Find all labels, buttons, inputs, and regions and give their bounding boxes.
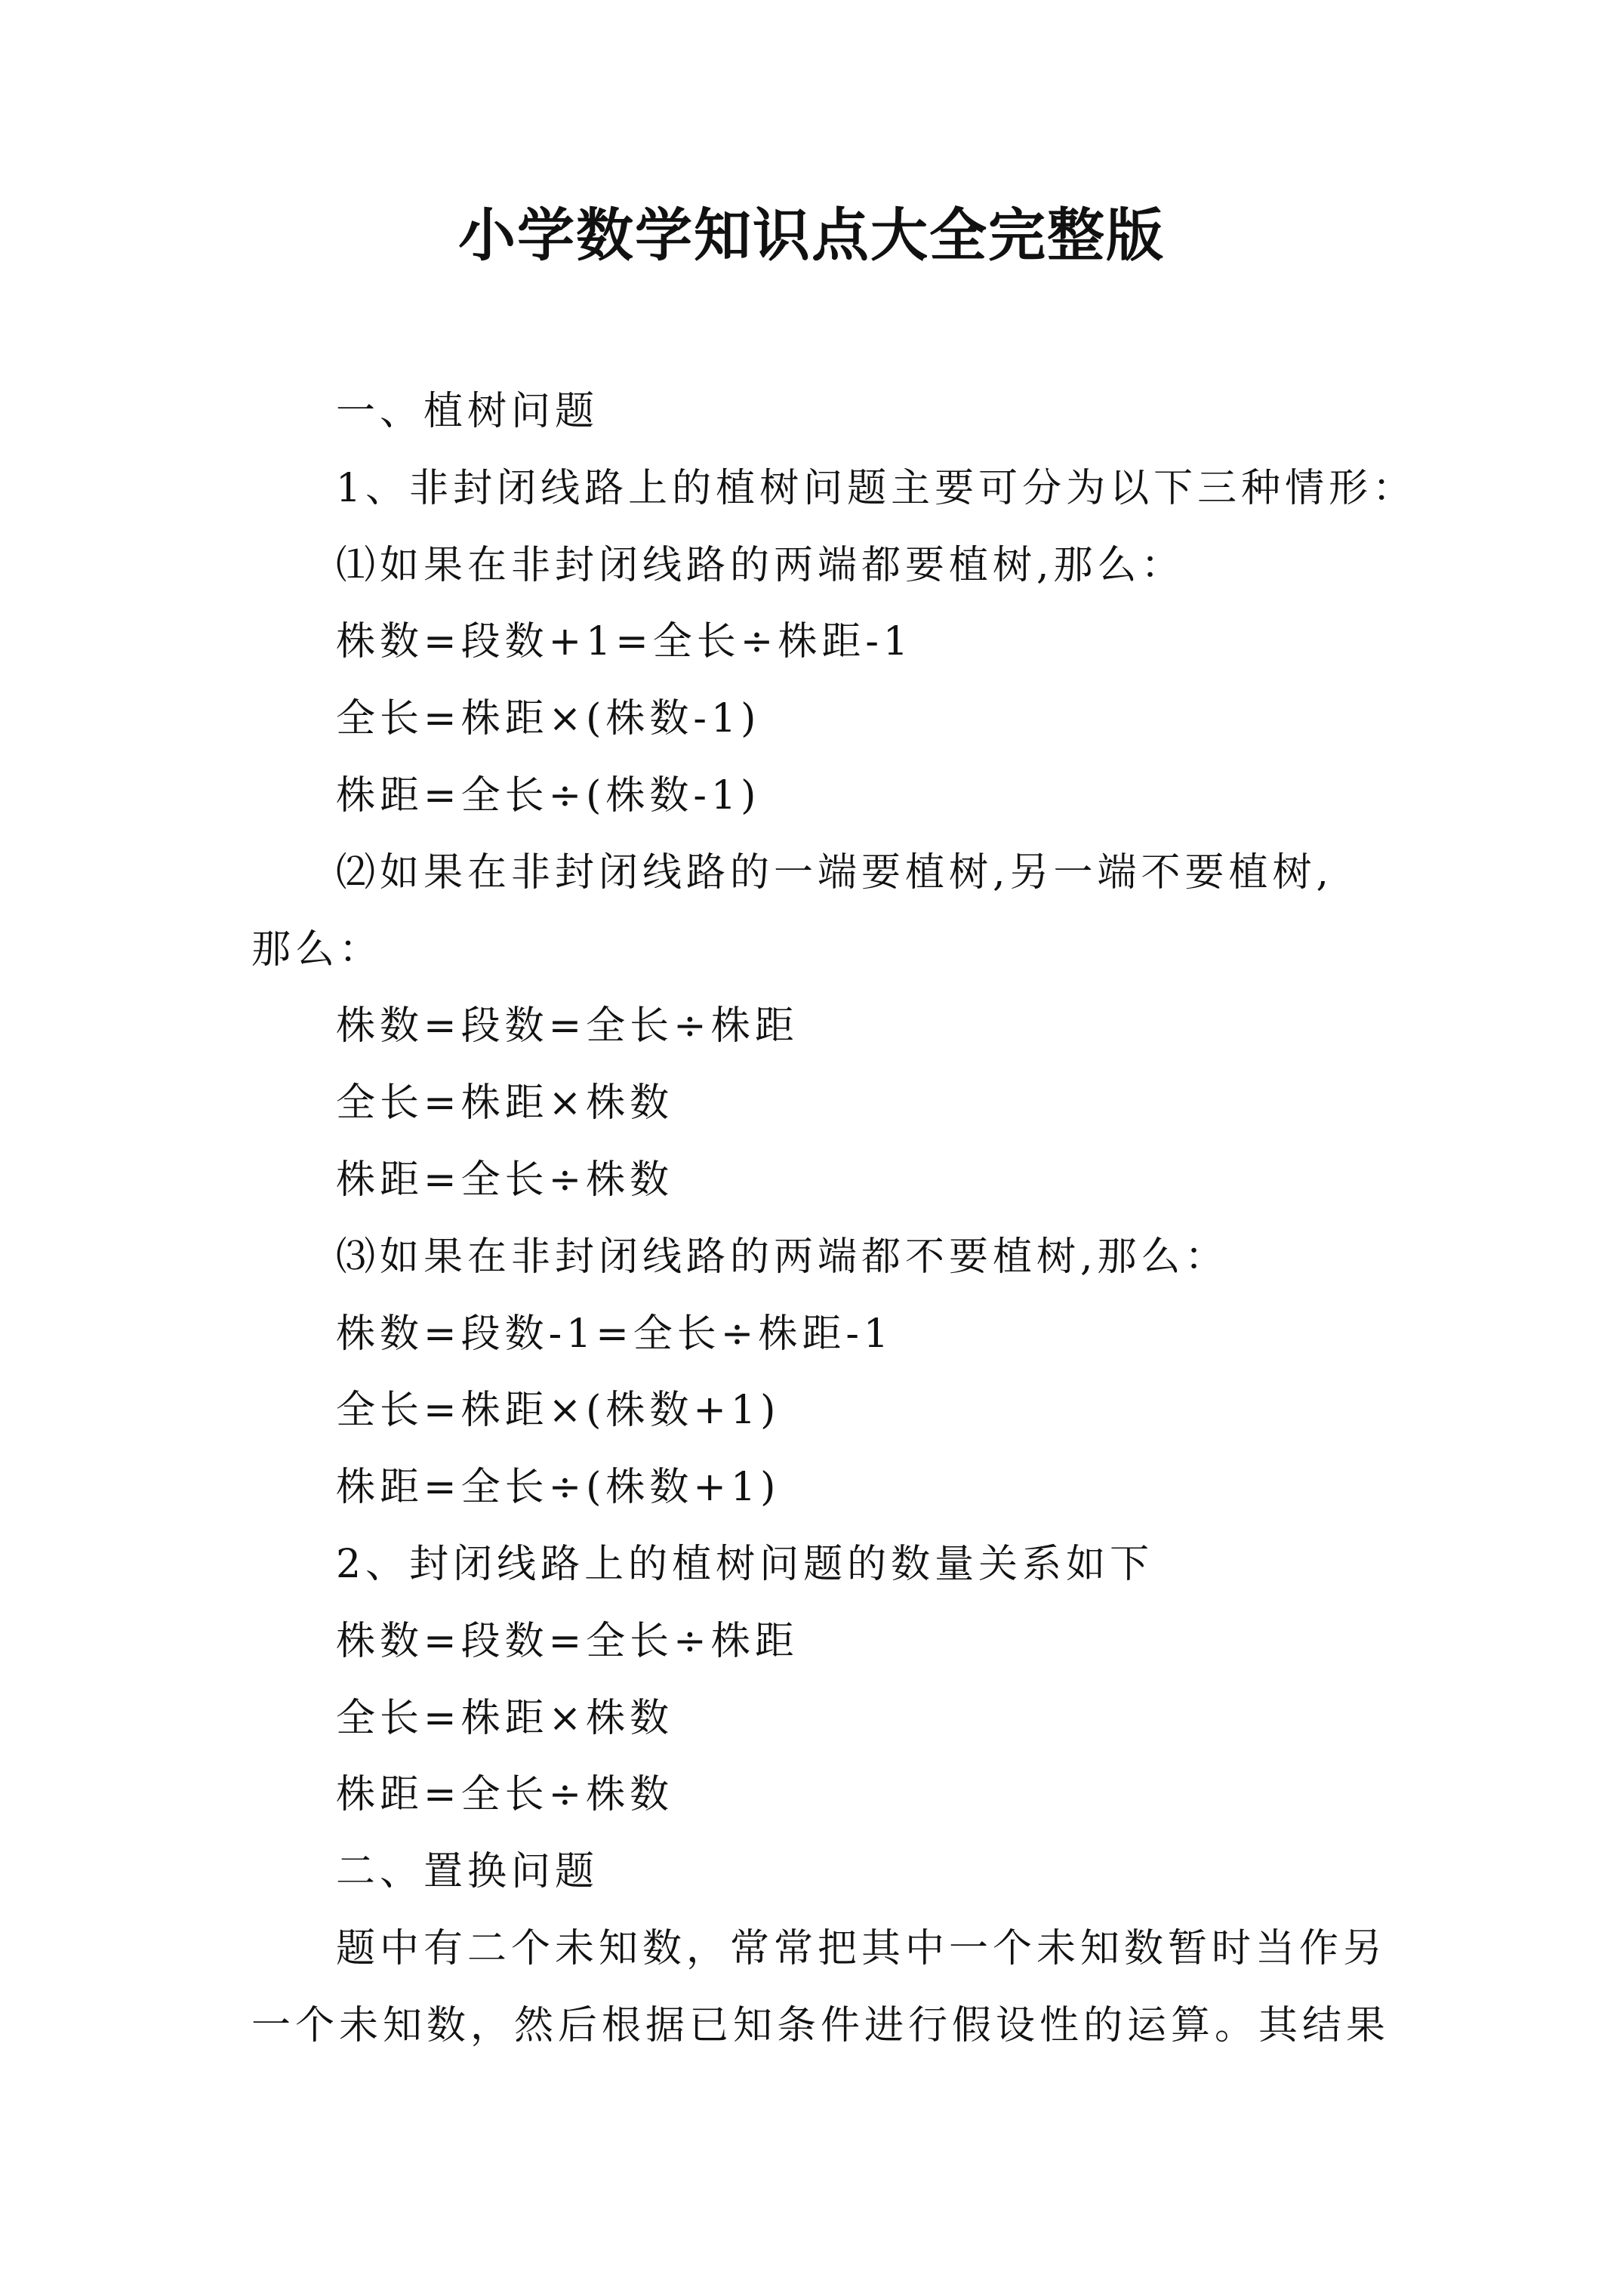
formula-line: 株距=全长÷株数: [336, 1157, 674, 1203]
formula-line: 株数=段数-1=全长÷株距-1: [336, 1311, 894, 1357]
formula-line: 全长=株距×株数: [336, 1080, 674, 1126]
page-title: 小学数学知识点大全完整版: [458, 202, 1165, 269]
text-line: 那么：: [251, 926, 383, 972]
formula-line: 株数=段数=全长÷株距: [336, 1618, 799, 1664]
formula-line: 株距=全长÷(株数+1): [336, 1465, 781, 1511]
section-heading: 一、植树问题: [336, 389, 599, 434]
text-line: ⑴如果在非封闭线路的两端都要植树,那么：: [336, 542, 1185, 588]
formula-line: 全长=株距×(株数-1): [336, 696, 761, 742]
formula-line: 全长=株距×株数: [336, 1695, 674, 1741]
text-line: 1、非封闭线路上的植树问题主要可分为以下三种情形：: [336, 465, 1417, 511]
formula-line: 全长=株距×(株数+1): [336, 1388, 781, 1434]
text-line: 题中有二个未知数，常常把其中一个未知数暂时当作另: [336, 1925, 1387, 1971]
formula-line: 株距=全长÷株数: [336, 1772, 674, 1818]
document-body: [251, 374, 1417, 2065]
text-line: 2、封闭线路上的植树问题的数量关系如下: [336, 1541, 1154, 1587]
text-line: 一个未知数，然后根据已知条件进行假设性的运算。其结果: [251, 2002, 1390, 2048]
section-heading: 二、置换问题: [336, 1849, 599, 1895]
text-line: ⑶如果在非封闭线路的两端都不要植树,那么：: [336, 1234, 1229, 1280]
formula-line: 株数=段数=全长÷株距: [336, 1003, 799, 1049]
formula-line: 株数=段数+1=全长÷株距-1: [336, 619, 913, 665]
text-line: ⑵如果在非封闭线路的一端要植树,另一端不要植树,: [336, 849, 1334, 895]
formula-line: 株距=全长÷(株数-1): [336, 772, 761, 818]
